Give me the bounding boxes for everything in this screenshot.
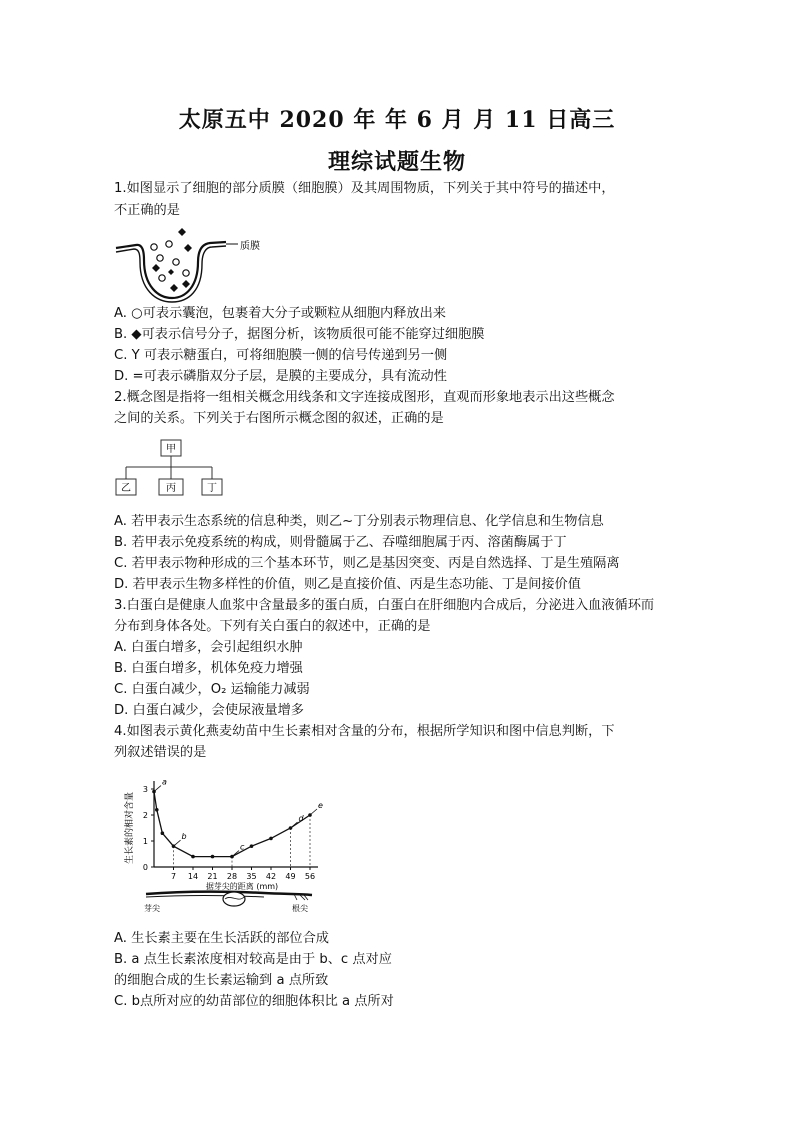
membrane-label: 质膜 <box>240 241 260 252</box>
q4-stem-line2: 列叙述错误的是 <box>114 745 207 760</box>
vesicle-circle-icon <box>151 241 189 281</box>
x-tick-label: 14 <box>187 872 199 881</box>
q2-option-b: B. 若甲表示免疫系统的构成，则骨髓属于乙、吞噬细胞属于丙、溶菌酶属于丁 <box>114 535 567 550</box>
q2-option-c: C. 若甲表示物种形成的三个基本环节，则乙是基因突变、丙是自然选择、丁是生殖隔离 <box>114 556 620 571</box>
q1-stem-line1: 1.如图显示了细胞的部分质膜（细胞膜）及其周围物质，下列关于其中符号的描述中， <box>114 181 615 196</box>
y-tick-label: 2 <box>142 811 148 820</box>
seed-icon <box>223 892 245 906</box>
y-tick-label: 1 <box>142 837 148 846</box>
seedling-stem-lower <box>146 896 264 898</box>
q3-option-b: B. 白蛋白增多，机体免疫力增强 <box>114 661 303 676</box>
point-label: c <box>240 842 245 852</box>
point-label: e <box>318 801 323 810</box>
q2-option-a: A. 若甲表示生态系统的信息种类，则乙~丁分别表示物理信息、化学信息和生物信息 <box>114 514 604 529</box>
data-point <box>161 831 165 835</box>
q3-stem-line1: 3.白蛋白是健康人血浆中含量最多的蛋白质，白蛋白在肝细胞内合成后，分泌进入血液循环而 <box>114 598 655 613</box>
x-tick-label: 56 <box>304 872 316 881</box>
page-subtitle: 理综试题生物 <box>327 149 466 175</box>
concept-child-1: 乙 <box>121 483 131 494</box>
data-point <box>191 855 195 859</box>
concept-root-label: 甲 <box>166 444 176 455</box>
point-leader <box>174 840 181 846</box>
y-tick-label: 3 <box>142 785 148 794</box>
data-point <box>250 844 254 848</box>
q3-option-a: A. 白蛋白增多，会引起组织水肿 <box>114 640 303 655</box>
series-line <box>154 792 310 857</box>
data-point <box>155 808 159 812</box>
q3-option-d: D. 白蛋白减少，会使尿液量增多 <box>114 703 304 718</box>
point-label: d <box>298 814 304 823</box>
concept-child-3: 丁 <box>207 483 217 494</box>
data-point <box>211 855 215 859</box>
q2-option-d: D. 若甲表示生物多样性的价值，则乙是直接价值、丙是生态功能、丁是间接价值 <box>114 577 581 592</box>
concept-child-2: 丙 <box>166 483 176 494</box>
q3-option-c: C. 白蛋白减少，O₂ 运输能力减弱 <box>114 682 310 697</box>
membrane-figure <box>114 228 264 303</box>
q2-stem-line1: 2.概念图是指将一组相关概念用线条和文字连接成图形，直观而形象地表示出这些概念 <box>114 390 615 405</box>
x-tick-label: 28 <box>226 872 238 881</box>
point-leader <box>310 809 317 815</box>
auxin-chart <box>114 772 324 922</box>
point-label: a <box>162 777 167 787</box>
x-tick-label: 7 <box>170 872 177 881</box>
x-tick-label: 35 <box>246 872 257 881</box>
q1-option-b: B. ◆可表示信号分子，据图分析，该物质很可能不能穿过细胞膜 <box>114 327 485 342</box>
y-tick-label: 0 <box>142 863 148 872</box>
bud-tip-label: 芽尖 <box>144 904 160 913</box>
x-tick-label: 42 <box>265 872 277 881</box>
q4-option-b-cont: 的细胞合成的生长素运输到 a 点所致 <box>114 973 329 988</box>
point-label: b <box>181 832 187 842</box>
x-tick-label: 21 <box>207 872 218 881</box>
point-leader <box>291 822 298 828</box>
data-point <box>269 837 273 841</box>
page-title: 太原五中 2020 年 年 6 月 月 11 日高三 <box>178 107 616 133</box>
root-tip-label: 根尖 <box>292 904 308 913</box>
q1-option-a: A. ○可表示囊泡，包裹着大分子或颗粒从细胞内释放出来 <box>114 306 446 321</box>
q4-option-c: C. b点所对应的幼苗部位的细胞体积比 a 点所对 <box>114 994 394 1009</box>
y-axis-label: 生长素的相对含量 <box>125 791 135 865</box>
q4-option-b: B. a 点生长素浓度相对较高是由于 b、c 点对应 <box>114 952 392 967</box>
x-tick-label: 49 <box>285 872 296 881</box>
concept-map-figure <box>114 438 234 500</box>
q1-option-d: D. =可表示磷脂双分子层，是膜的主要成分，具有流动性 <box>114 369 447 384</box>
point-leader <box>154 786 161 792</box>
x-axis-label: 据芽尖的距离 (mm) <box>205 882 279 891</box>
q3-stem-line2: 分布到身体各处。下列有关白蛋白的叙述中，正确的是 <box>114 619 431 634</box>
q2-stem-line2: 之间的关系。下列关于右图所示概念图的叙述，正确的是 <box>114 411 444 426</box>
q4-stem-line1: 4.如图表示黄化燕麦幼苗中生长素相对含量的分布，根据所学知识和图中信息判断，下 <box>114 724 615 739</box>
q1-stem-line2: 不正确的是 <box>114 203 180 218</box>
q1-option-c: C. Y 可表示糖蛋白，可将细胞膜一侧的信号传递到另一侧 <box>114 348 448 363</box>
q4-option-a: A. 生长素主要在生长活跃的部位合成 <box>114 931 329 946</box>
